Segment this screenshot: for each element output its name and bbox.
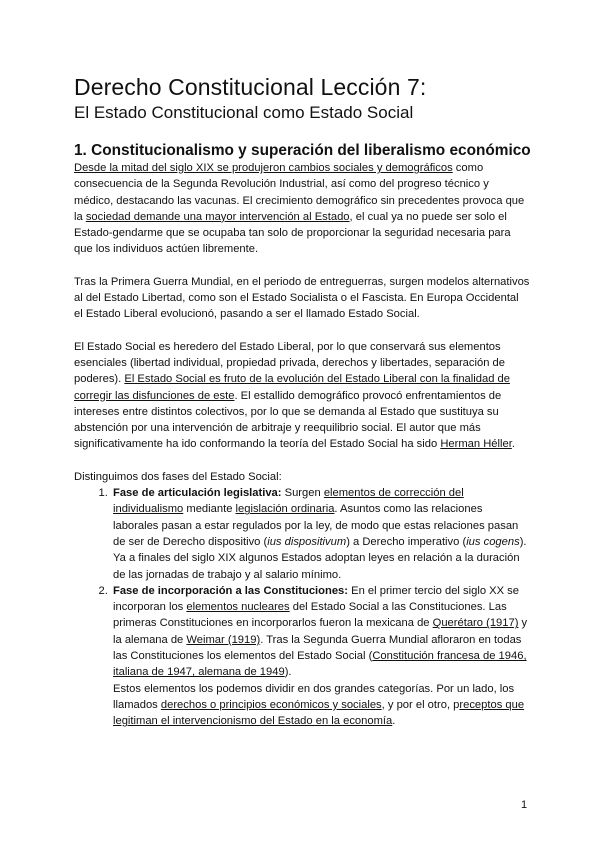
section-heading: 1. Constitucionalismo y superación del liberalismo económico [74,142,531,159]
phase-label: Fase de articulación legislativa: [113,487,282,500]
phases-intro: Distinguimos dos fases del Estado Social: [74,470,282,483]
underlined-text: El Estado Social es fruto de la evolución del Estado Liberal con la finalidad de corregir las disfunciones de este [74,373,510,402]
list-item-phase-1: 1. Fase de articulación legislativa: Surgen elementos de corrección del individualismo mediante legislación ordinaria. Asuntos como las relaciones laborales pasan a estar regulados por la ley, de modo que estas relaciones pasan de ser de Derecho dispositivo (ius dispositivum) a Derecho imperativo (ius cogens). Ya a finales del siglo XIX algunos Estados adoptan leyes en relación a la duración de las jornadas de trabajo y al salario mínimo. [111,485,530,583]
paragraph-social-state [74,339,530,453]
page-number: 1 [521,799,528,811]
document-body [74,160,530,730]
phases-list [74,485,530,729]
list-item-phase-2: 2. Fase de incorporación a las Constituciones: En el primer tercio del siglo XX se incorporan los elementos nucleares del Estado Social a las Constituciones. Las primeras Constituciones en incorporarlos fueron la mexicana de Querétaro (1917) y la alemana de Weimar (1919). Tras la Segunda Guerra Mundial afloraron en todas las Constituciones los elementos del Estado Social (Constitución francesa de 1946, italiana de 1947, alemana de 1949). Estos elementos los podemos dividir en dos grandes categorías. Por un lado, los llamados derechos o principios económicos y sociales, y por el otro, preceptos que legitiman el intervencionismo del Estado en la economía. [111,583,530,730]
underlined-text: sociedad demande una mayor intervención al Estado [85,210,350,223]
page-subtitle: El Estado Constitucional como Estado Social [74,103,414,122]
page-title: Derecho Constitucional Lección 7: [74,74,427,100]
paragraph-text: , el cual ya no puede ser solo el Estado-gendarme que se ocupaba tan solo de proporcionar la seguridad necesaria para que los individuos actúen libremente. [74,210,511,256]
paragraph-text: . [511,438,515,451]
paragraph-text: El Estado Social es heredero del Estado Liberal, por lo que conservará sus elementos esenciales (libertad individual, propiedad privada, derechos y libertades, separación de poderes). [74,340,505,386]
phase-label: Fase de incorporación a las Constituciones: [113,584,348,597]
author-name: Herman Héller [440,438,512,451]
underlined-text: Desde la mitad del siglo XIX se produjeron cambios sociales y demográficos [74,162,453,174]
paragraph-demographic-change [74,160,530,258]
paragraph-interwar: Tras la Primera Guerra Mundial, en el periodo de entreguerras, surgen modelos alternativos al del Estado Libertad, como son el Estado Socialista o el Fascista. En Europa Occidental el Estado Liberal evolucionó, pasando a ser el llamado Estado Social. [74,275,530,321]
paragraph-text: . El estallido demográfico provocó enfrentamientos de intereses entre distintos colectivos, por lo que se demanda al Estado que sustituya su abstención por una intervención de arbitraje y reequilibrio social. El autor que más significativamente ha ido conformando la teoría del Estado Social ha sido [74,389,502,451]
paragraph-text: como consecuencia de la Segunda Revolución Industrial, así como del progreso técnico y médico, destacando las vacunas. El crecimiento demográfico sin precedentes provoca que la [74,162,525,223]
